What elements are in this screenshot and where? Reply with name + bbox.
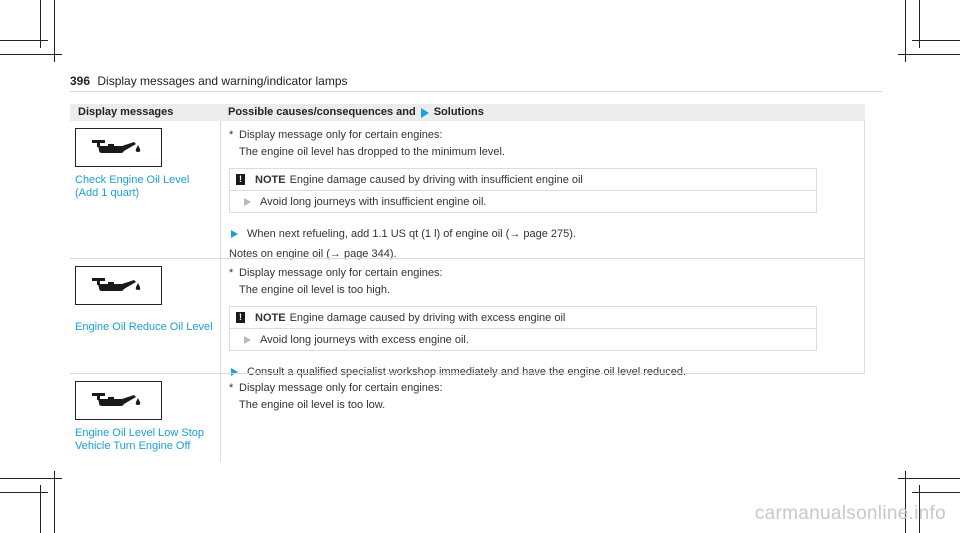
cause-text: The engine oil level is too low. xyxy=(239,399,386,411)
display-message xyxy=(75,427,220,453)
note-box xyxy=(229,306,817,351)
note-text: Engine damage caused by driving with insufficient engine oil xyxy=(289,173,583,186)
page-header xyxy=(70,74,348,88)
play-arrow-icon xyxy=(244,336,251,344)
watermark: carmanualsonline.info xyxy=(754,503,946,524)
header-divider xyxy=(70,91,882,92)
cause-text: Display message only for certain engines: xyxy=(239,382,443,394)
display-message-line: Engine Oil Reduce Oil Level xyxy=(75,321,213,333)
list-item xyxy=(229,127,864,144)
table-row xyxy=(70,258,865,378)
note-action-text: Avoid long journeys with excess engine oil. xyxy=(260,333,469,346)
play-arrow-icon xyxy=(231,230,238,238)
star-marker: * xyxy=(229,129,234,141)
note-text: Engine damage caused by driving with excess engine oil xyxy=(289,311,566,324)
page-title: Display messages and warning/indicator lamps xyxy=(97,74,348,88)
cause-text: The engine oil level is too high. xyxy=(239,284,391,296)
crop-mark xyxy=(898,478,960,479)
warning-icon: ! xyxy=(236,312,245,323)
cause-text: Display message only for certain engines: xyxy=(239,129,443,141)
solutions-cell xyxy=(221,121,865,258)
message-cell xyxy=(70,259,221,373)
crop-mark xyxy=(0,54,62,55)
crop-mark xyxy=(905,0,906,62)
display-message-line: Vehicle Turn Engine Off xyxy=(75,440,191,452)
table-header xyxy=(70,104,865,121)
note-action-text: Avoid long journeys with insufficient engine oil. xyxy=(260,195,487,208)
oil-can-icon xyxy=(75,266,162,305)
action-text: When next refueling, add 1.1 US qt (1 l) of engine oil (→ page 275). xyxy=(247,228,576,240)
display-message-line: Check Engine Oil Level xyxy=(75,174,190,186)
display-message xyxy=(75,174,220,200)
col-header-messages: Display messages xyxy=(78,106,174,118)
table-row xyxy=(70,373,865,462)
table-row xyxy=(70,121,865,258)
play-arrow-icon xyxy=(421,108,429,118)
crop-mark xyxy=(898,54,960,55)
col-header-causes: Possible causes/consequences and xyxy=(228,106,416,118)
display-message xyxy=(75,321,220,334)
solutions-cell xyxy=(221,259,865,378)
cause-text: The engine oil level has dropped to the minimum level. xyxy=(239,146,505,158)
crop-mark xyxy=(912,492,960,493)
solutions-cell xyxy=(221,374,865,462)
message-cell xyxy=(70,374,221,462)
warning-icon: ! xyxy=(236,174,245,185)
cause-text: Display message only for certain engines: xyxy=(239,267,443,279)
crop-mark xyxy=(0,478,62,479)
crop-mark xyxy=(912,40,960,41)
action-text: Consult a qualified specialist workshop immediately and have the engine oil level reduced. xyxy=(247,366,687,378)
message-cell xyxy=(70,121,221,258)
note-action xyxy=(230,190,816,212)
oil-can-icon xyxy=(75,381,162,420)
oil-can-icon xyxy=(75,128,162,167)
note-header xyxy=(230,307,816,328)
note-box xyxy=(229,168,817,213)
crop-mark xyxy=(54,0,55,62)
display-message-line: (Add 1 quart) xyxy=(75,187,140,199)
play-arrow-icon xyxy=(244,198,251,206)
note-label: NOTE xyxy=(255,311,286,324)
crop-mark xyxy=(54,471,55,533)
star-marker: * xyxy=(229,267,234,279)
crop-mark xyxy=(0,40,48,41)
crop-mark xyxy=(0,492,48,493)
list-item xyxy=(229,380,865,397)
list-item xyxy=(229,265,864,282)
note-header xyxy=(230,169,816,190)
display-message-line: Engine Oil Level Low Stop xyxy=(75,427,205,439)
col-header-solutions xyxy=(221,104,865,121)
star-marker: * xyxy=(229,382,234,394)
reference-text: Notes on engine oil (→ page 344). xyxy=(229,248,397,260)
action-item xyxy=(229,227,864,241)
display-messages-table xyxy=(70,104,865,462)
page-number: 396 xyxy=(70,74,91,88)
note-label: NOTE xyxy=(255,173,286,186)
note-action xyxy=(230,328,816,350)
col-header-solutions-label: Solutions xyxy=(433,106,484,118)
